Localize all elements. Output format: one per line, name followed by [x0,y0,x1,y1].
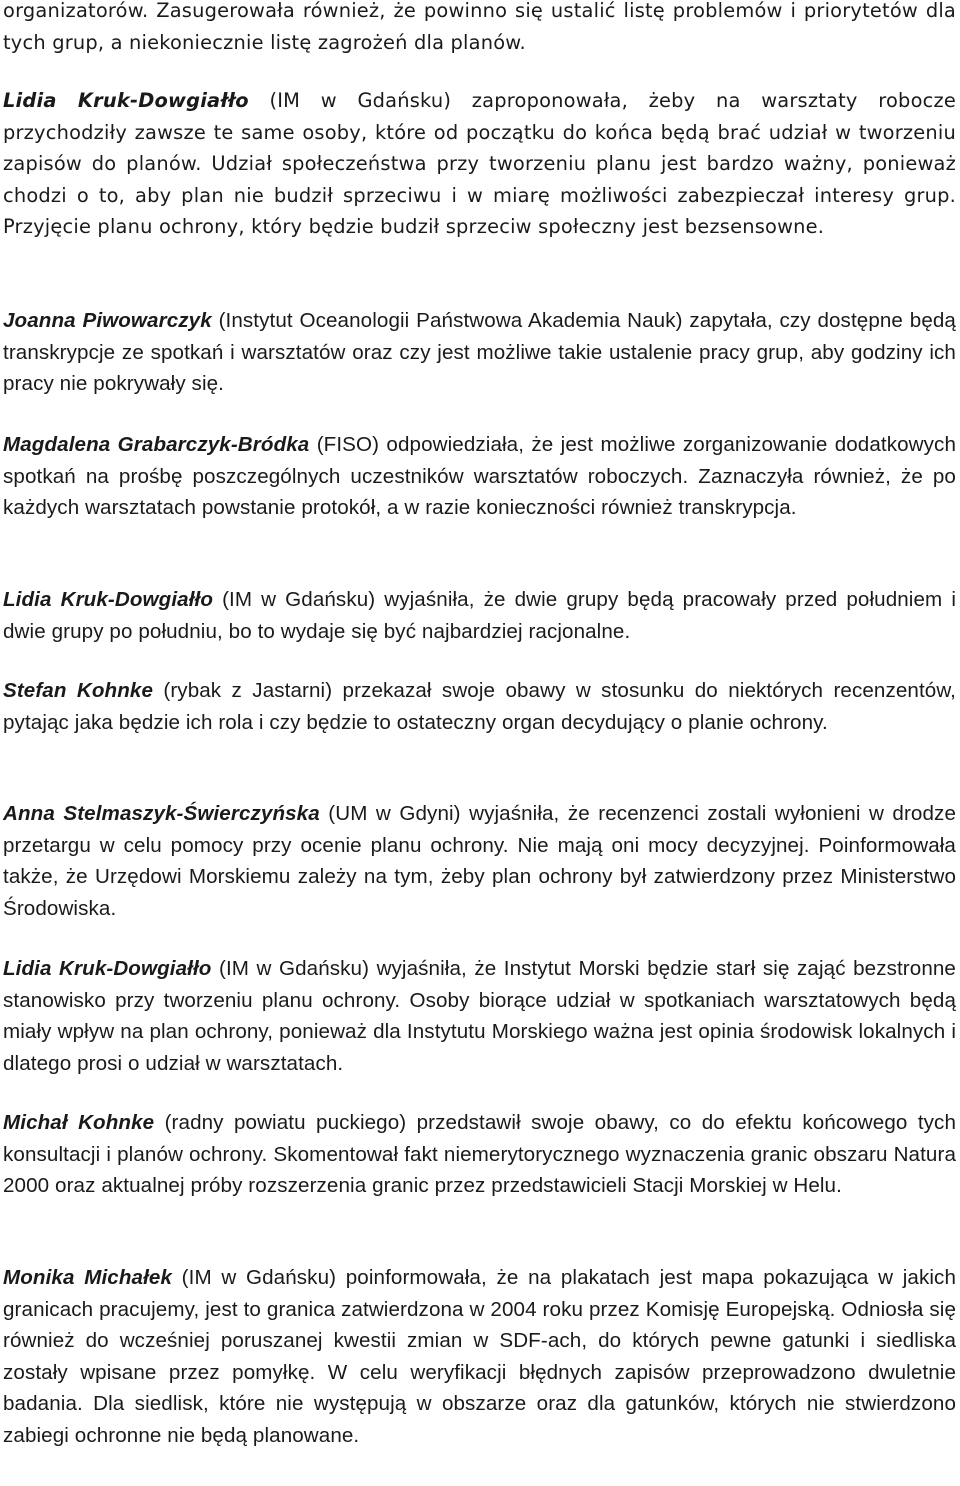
speaker-name: Joanna Piwowarczyk [3,309,212,332]
paragraph-text: (radny powiatu puckiego) przedstawił swoje obawy, co do efektu końcowego tych konsultacji i planów ochrony. Skomentował fakt niemerytorycznego wyznaczenia granic obszaru Natura 2000 oraz aktualnej próby rozszerzenia granic przez przedstawicieli Stacji Morskiej w Helu. [3,1111,956,1197]
paragraph-1 [3,0,956,58]
paragraph-8 [3,953,956,1079]
paragraph-4 [3,429,956,524]
speaker-name: Lidia Kruk-Dowgiałło [3,588,214,611]
paragraph-3 [3,305,956,400]
speaker-name: Michał Kohnke [3,1111,155,1134]
paragraph-text: organizatorów. Zasugerowała również, że powinno się ustalić listę problemów i priorytetów dla tych grup, a niekoniecznie listę zagrożeń dla planów. [3,0,956,54]
paragraph-text: (Instytut Oceanologii Państwowa Akademia Nauk) zapytała, czy dostępne będą transkrypcje ze spotkań i warsztatów oraz czy jest możliwe takie ustalenie pracy grup, aby godziny ich pracy nie pokrywały się. [3,309,956,395]
paragraph-text: (IM w Gdańsku) wyjaśniła, że Instytut Morski będzie starł się zająć bezstronne stanowisko przy tworzeniu planu ochrony. Osoby biorące udział w spotkaniach warsztatowych będą miały wpływ na plan ochrony, ponieważ dla Instytutu Morskiego ważna jest opinia środowisk lokalnych i dlatego prosi o udział w warsztatach. [3,957,956,1075]
paragraph-text: (IM w Gdańsku) wyjaśniła, że dwie grupy będą pracowały przed południem i dwie grupy po południu, bo to wydaje się być najbardziej racjonalne. [3,588,956,643]
paragraph-text: (rybak z Jastarni) przekazał swoje obawy w stosunku do niektórych recenzentów, pytając jaka będzie ich rola i czy będzie to ostateczny organ decydujący o planie ochrony. [3,679,956,734]
speaker-name: Anna Stelmaszyk-Świerczyńska [3,802,320,825]
paragraph-9 [3,1107,956,1202]
paragraph-7 [3,798,956,924]
paragraph-text: (IM w Gdańsku) poinformowała, że na plakatach jest mapa pokazująca w jakich granicach pracujemy, jest to granica zatwierdzona w 2004 roku przez Komisję Europejską. Odniosła się również do wcześniej poruszanej kwestii zmian w SDF-ach, do których pewne gatunki i siedliska zostały wpisane przez pomyłkę. W celu weryfikacji błędnych zapisów przeprowadzono dwuletnie badania. Dla siedlisk, które nie występują w obszarze oraz dla gatunków, których nie stwierdzono zabiegi ochronne nie będą planowane. [3,1266,956,1447]
paragraph-2 [3,85,956,243]
paragraph-text: (FISO) odpowiedziała, że jest możliwe zorganizowanie dodatkowych spotkań na prośbę poszczególnych uczestników warsztatów roboczych. Zaznaczyła również, że po każdych warsztatach powstanie protokół, a w razie konieczności również transkrypcja. [3,433,957,519]
speaker-name: Monika Michałek [3,1266,172,1289]
paragraph-5 [3,584,956,647]
speaker-name: Stefan Kohnke [3,679,154,702]
speaker-name: Magdalena Grabarczyk-Bródka [3,433,310,456]
paragraph-6 [3,675,956,738]
paragraph-text: (UM w Gdyni) wyjaśniła, że recenzenci zostali wyłonieni w drodze przetargu w celu pomocy przy ocenie planu ochrony. Nie mają oni mocy decyzyjnej. Poinformowała także, że Urzędowi Morskiemu zależy na tym, żeby plan ochrony był zatwierdzony przez Ministerstwo Środowiska. [3,802,956,920]
paragraph-10 [3,1262,956,1451]
paragraph-text: (IM w Gdańsku) zaproponowała, żeby na warsztaty robocze przychodziły zawsze te same osoby, które od początku do końca będą brać udział w tworzeniu zapisów do planów. Udział społeczeństwa przy tworzeniu planu jest bardzo ważny, ponieważ chodzi o to, aby plan nie budził sprzeciwu i w miarę możliwości zabezpieczał interesy grup. Przyjęcie planu ochrony, który będzie budził sprzeciw społeczny jest bezsensowne. [3,89,956,238]
speaker-name: Lidia Kruk-Dowgiałło [3,957,212,980]
speaker-name: Lidia Kruk-Dowgiałło [3,89,249,112]
